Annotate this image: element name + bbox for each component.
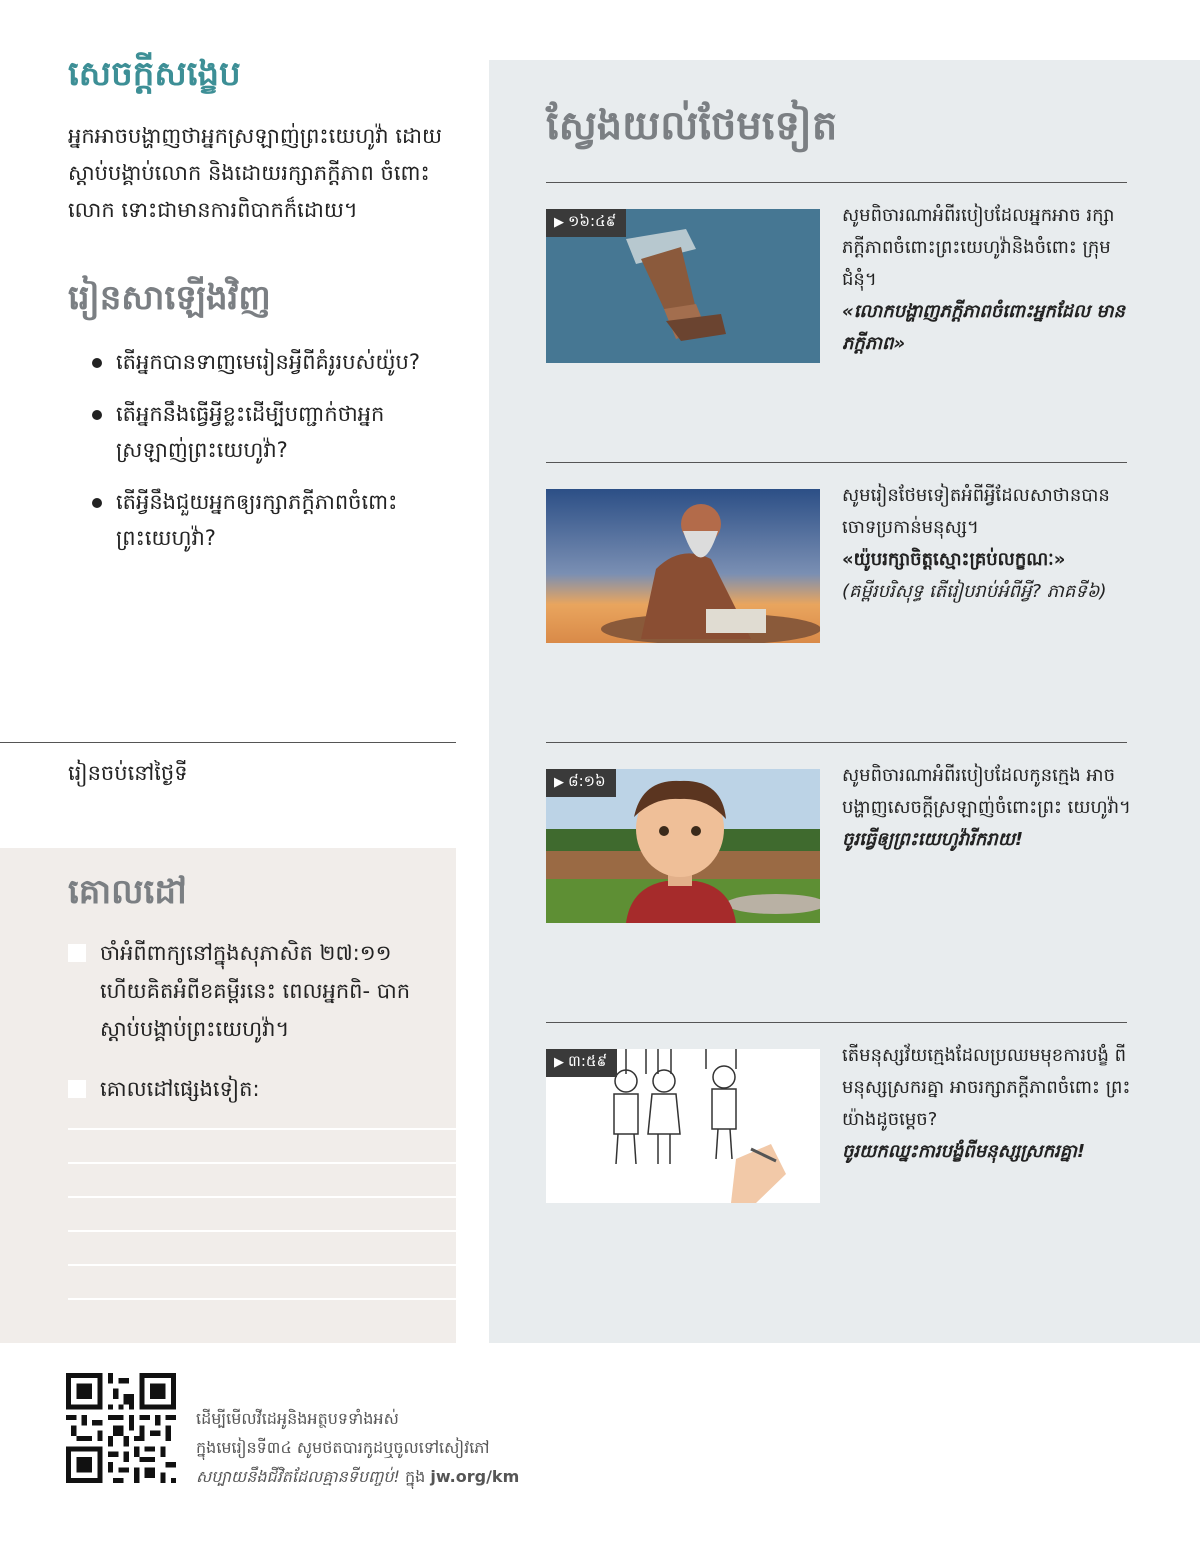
divider bbox=[546, 1022, 1127, 1023]
video-thumbnail[interactable] bbox=[546, 769, 820, 923]
website-link[interactable]: jw.org/km bbox=[430, 1467, 520, 1486]
video-info bbox=[842, 480, 1132, 608]
bullet-icon bbox=[92, 498, 102, 508]
video-title-link[interactable]: «លោកបង្ហាញភក្ដីភាពចំពោះអ្នកដែល មានភក្ដីភាព» bbox=[842, 301, 1125, 354]
writing-line[interactable] bbox=[68, 1162, 456, 1164]
play-icon: ▶ bbox=[554, 215, 564, 230]
video-title-link[interactable]: «យ៉ូបរក្សាចិត្តស្មោះគ្រប់លក្ខណៈ» bbox=[842, 549, 1066, 570]
goal-item: គោលដៅផ្សេងទៀត: bbox=[68, 1070, 428, 1108]
video-description: សូមពិចារណាអំពីរបៀបដែលអ្នកអាច រក្សាភក្ដីភាពចំពោះព្រះយេហូវ៉ានិងចំពោះ ក្រុមជំនុំ។ bbox=[842, 205, 1115, 290]
footer-line: ក្នុងមេរៀនទី៣៤ សូមថតបារកូដឬចូលទៅសៀវភៅ bbox=[196, 1438, 490, 1457]
video-source: (គម្ពីរបរិសុទ្ធ តើរៀបរាប់អំពីអ្វី? ភាគទី៦) bbox=[842, 581, 1107, 602]
video-duration: ▶ ៨:១៦ bbox=[546, 769, 616, 797]
review-item: តើអ្នកនឹងធ្វើអ្វីខ្លះដើម្បីបញ្ជាក់ថាអ្នក ស្រឡាញ់ព្រះយេហូវ៉ា? bbox=[90, 396, 460, 468]
learn-more-title: ស្វែងយល់ថែមទៀត bbox=[546, 103, 838, 149]
goal-item: ចាំអំពីពាក្យនៅក្នុងសុភាសិត ២៧:១១ ហើយគិតអំពីខគម្ពីរនេះ ពេលអ្នកពិ- បាកស្ដាប់បង្គាប់ព្រះយេហូវ៉ា។ bbox=[68, 934, 428, 1048]
summary-title: សេចក្ដីសង្ខេប bbox=[68, 54, 241, 94]
play-icon: ▶ bbox=[554, 775, 564, 790]
goal-checkbox[interactable] bbox=[68, 1080, 86, 1098]
writing-line[interactable] bbox=[68, 1230, 456, 1232]
publication-title: សប្បាយនឹងជីវិតដែលគ្មានទីបញ្ចប់! bbox=[196, 1467, 400, 1486]
review-item: តើអ្វីនឹងជួយអ្នកឲ្យរក្សាភក្ដីភាពចំពោះ ព្រះយេហូវ៉ា? bbox=[90, 484, 460, 556]
video-thumbnail[interactable] bbox=[546, 209, 820, 363]
divider bbox=[0, 742, 456, 743]
goals-title: គោលដៅ bbox=[68, 872, 187, 912]
writing-line[interactable] bbox=[68, 1298, 456, 1300]
writing-line[interactable] bbox=[68, 1128, 456, 1130]
divider bbox=[546, 182, 1127, 183]
bullet-icon bbox=[92, 410, 102, 420]
video-thumbnail[interactable] bbox=[546, 489, 820, 643]
bullet-icon bbox=[92, 358, 102, 368]
finished-date-label: រៀនចប់នៅថ្ងៃទី bbox=[68, 761, 188, 785]
writing-line[interactable] bbox=[68, 1264, 456, 1266]
review-list bbox=[90, 344, 460, 572]
footer-line: ដើម្បីមើលវីដេអូនិងអត្ថបទទាំងអស់ bbox=[196, 1409, 399, 1428]
goal-checkbox[interactable] bbox=[68, 944, 86, 962]
video-description: តើមនុស្សវ័យក្មេងដែលប្រឈមមុខការបង្ខំ ពីមនុស្សស្រករគ្នា អាចរក្សាភក្ដីភាពចំពោះ ព្រះយ៉ាងដូចម្ដេច? bbox=[842, 1045, 1131, 1130]
summary-text: អ្នកអាចបង្ហាញថាអ្នកស្រឡាញ់ព្រះយេហូវ៉ា ដោយស្ដាប់បង្គាប់លោក និងដោយរក្សាភក្ដីភាព ចំពោះលោក ទោះជាមានការពិបាកក៏ដោយ។ bbox=[68, 124, 442, 222]
video-duration: ▶ ១៦:៤៩ bbox=[546, 209, 626, 237]
footer-line bbox=[196, 1462, 616, 1491]
review-title: រៀនសាឡើងវិញ bbox=[68, 278, 271, 318]
footer-note bbox=[196, 1404, 616, 1491]
writing-line[interactable] bbox=[68, 1196, 456, 1198]
video-info bbox=[842, 1040, 1132, 1168]
video-title-link[interactable]: ចូរយកឈ្នះការបង្ខំពីមនុស្សស្រករគ្នា! bbox=[842, 1141, 1086, 1162]
review-item: តើអ្នកបានទាញមេរៀនអ្វីពីគំរូរបស់យ៉ូប? bbox=[90, 344, 460, 380]
video-description: សូមពិចារណាអំពីរបៀបដែលកូនក្មេង អាចបង្ហាញសេចក្ដីស្រឡាញ់ចំពោះព្រះ យេហូវ៉ា។ bbox=[842, 765, 1131, 818]
video-description: សូមរៀនថែមទៀតអំពីអ្វីដែលសាថានបាន ចោទប្រកាន់មនុស្ស។ bbox=[842, 485, 1110, 538]
video-duration: ▶ ៣:៥៩ bbox=[546, 1049, 617, 1077]
video-title-link[interactable]: ចូរធ្វើឲ្យព្រះយេហូវ៉ារីករាយ! bbox=[842, 829, 1024, 850]
video-info bbox=[842, 200, 1132, 360]
divider bbox=[546, 462, 1127, 463]
video-info bbox=[842, 760, 1132, 856]
job-image bbox=[546, 489, 820, 643]
play-icon: ▶ bbox=[554, 1055, 564, 1070]
video-thumbnail[interactable] bbox=[546, 1049, 820, 1203]
in-word: ក្នុង bbox=[405, 1467, 426, 1486]
divider bbox=[546, 742, 1127, 743]
qr-code-icon[interactable] bbox=[66, 1373, 176, 1483]
